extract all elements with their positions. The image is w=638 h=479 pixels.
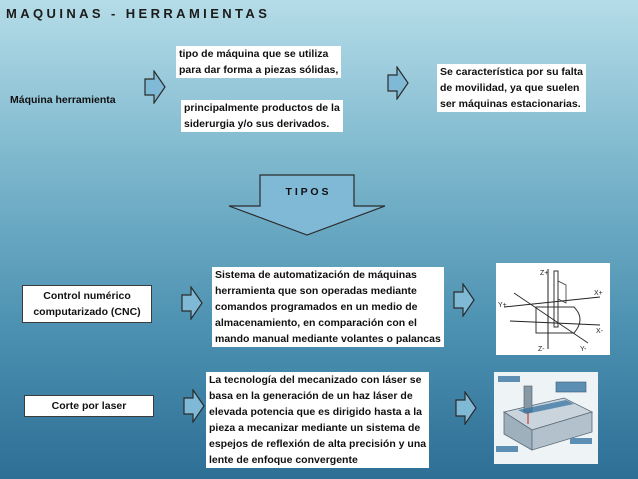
- materials-line: siderurgia y/o sus derivados.: [184, 118, 330, 130]
- cnc-axes-image: [496, 263, 610, 355]
- characteristic-line: ser máquinas estacionarias.: [440, 98, 581, 110]
- axis-label: Z+: [540, 270, 549, 277]
- cnc-desc-line: herramienta que son operadas mediante: [215, 285, 417, 297]
- laser-desc-line: La tecnología del mecanizado con láser se: [209, 374, 422, 386]
- axis-label: Y+: [498, 302, 507, 309]
- axis-label: X+: [594, 290, 603, 297]
- tipos-arrow: [228, 174, 386, 236]
- laser-desc-line: elevada potencia que es dirigido hasta a la: [209, 406, 422, 418]
- cnc-desc-line: almacenamiento, en comparación con el: [215, 317, 417, 329]
- arrow-right-icon: [453, 283, 475, 317]
- laser-box: [24, 395, 154, 417]
- cnc-desc-line: mando manual mediante volantes o palancas: [215, 333, 441, 345]
- machine-tool-label: Máquina herramienta: [10, 94, 116, 106]
- arrow-right-icon: [387, 66, 409, 100]
- definition-line: tipo de máquina que se utiliza: [179, 48, 329, 60]
- axis-label: Z-: [538, 346, 545, 353]
- tipos-label: T I P O S: [285, 186, 329, 198]
- arrow-right-icon: [455, 391, 477, 425]
- cnc-axes-diagram: [496, 263, 610, 355]
- laser-machine-image: [494, 372, 598, 464]
- laser-machine-illustration: [494, 372, 598, 464]
- laser-label: Corte por laser: [51, 400, 127, 412]
- laser-desc-line: basa en la generación de un haz láser de: [209, 390, 413, 402]
- laser-description: [206, 372, 429, 468]
- materials-text: [181, 100, 343, 132]
- characteristic-line: Se característica por su falta: [440, 66, 583, 78]
- arrow-right-icon: [144, 70, 166, 104]
- cnc-desc-line: Sistema de automatización de máquinas: [215, 269, 417, 281]
- axis-label: Y-: [580, 346, 587, 353]
- down-arrow-icon: [228, 174, 386, 236]
- definition-text: [176, 46, 341, 78]
- cnc-box: [22, 285, 152, 323]
- arrow-right-icon: [183, 389, 205, 423]
- laser-desc-line: lente de enfoque convergente: [209, 454, 358, 466]
- cnc-desc-line: comandos programados en un medio de: [215, 301, 418, 313]
- cnc-label-line: Control numérico: [43, 290, 131, 302]
- page-title: MAQUINAS - HERRAMIENTAS: [6, 6, 271, 21]
- cnc-description: [212, 267, 444, 347]
- axis-label: X-: [596, 328, 603, 335]
- laser-desc-line: espejos de reflexión de alta precisión y una: [209, 438, 427, 450]
- cnc-label-line: computarizado (CNC): [33, 306, 141, 318]
- materials-line: principalmente productos de la: [184, 102, 340, 114]
- characteristic-line: de movilidad, ya que suelen: [440, 82, 580, 94]
- laser-desc-line: pieza a mecanizar mediante un sistema de: [209, 422, 421, 434]
- arrow-right-icon: [181, 286, 203, 320]
- characteristic-text: [437, 64, 586, 112]
- definition-line: para dar forma a piezas sólidas,: [179, 64, 339, 76]
